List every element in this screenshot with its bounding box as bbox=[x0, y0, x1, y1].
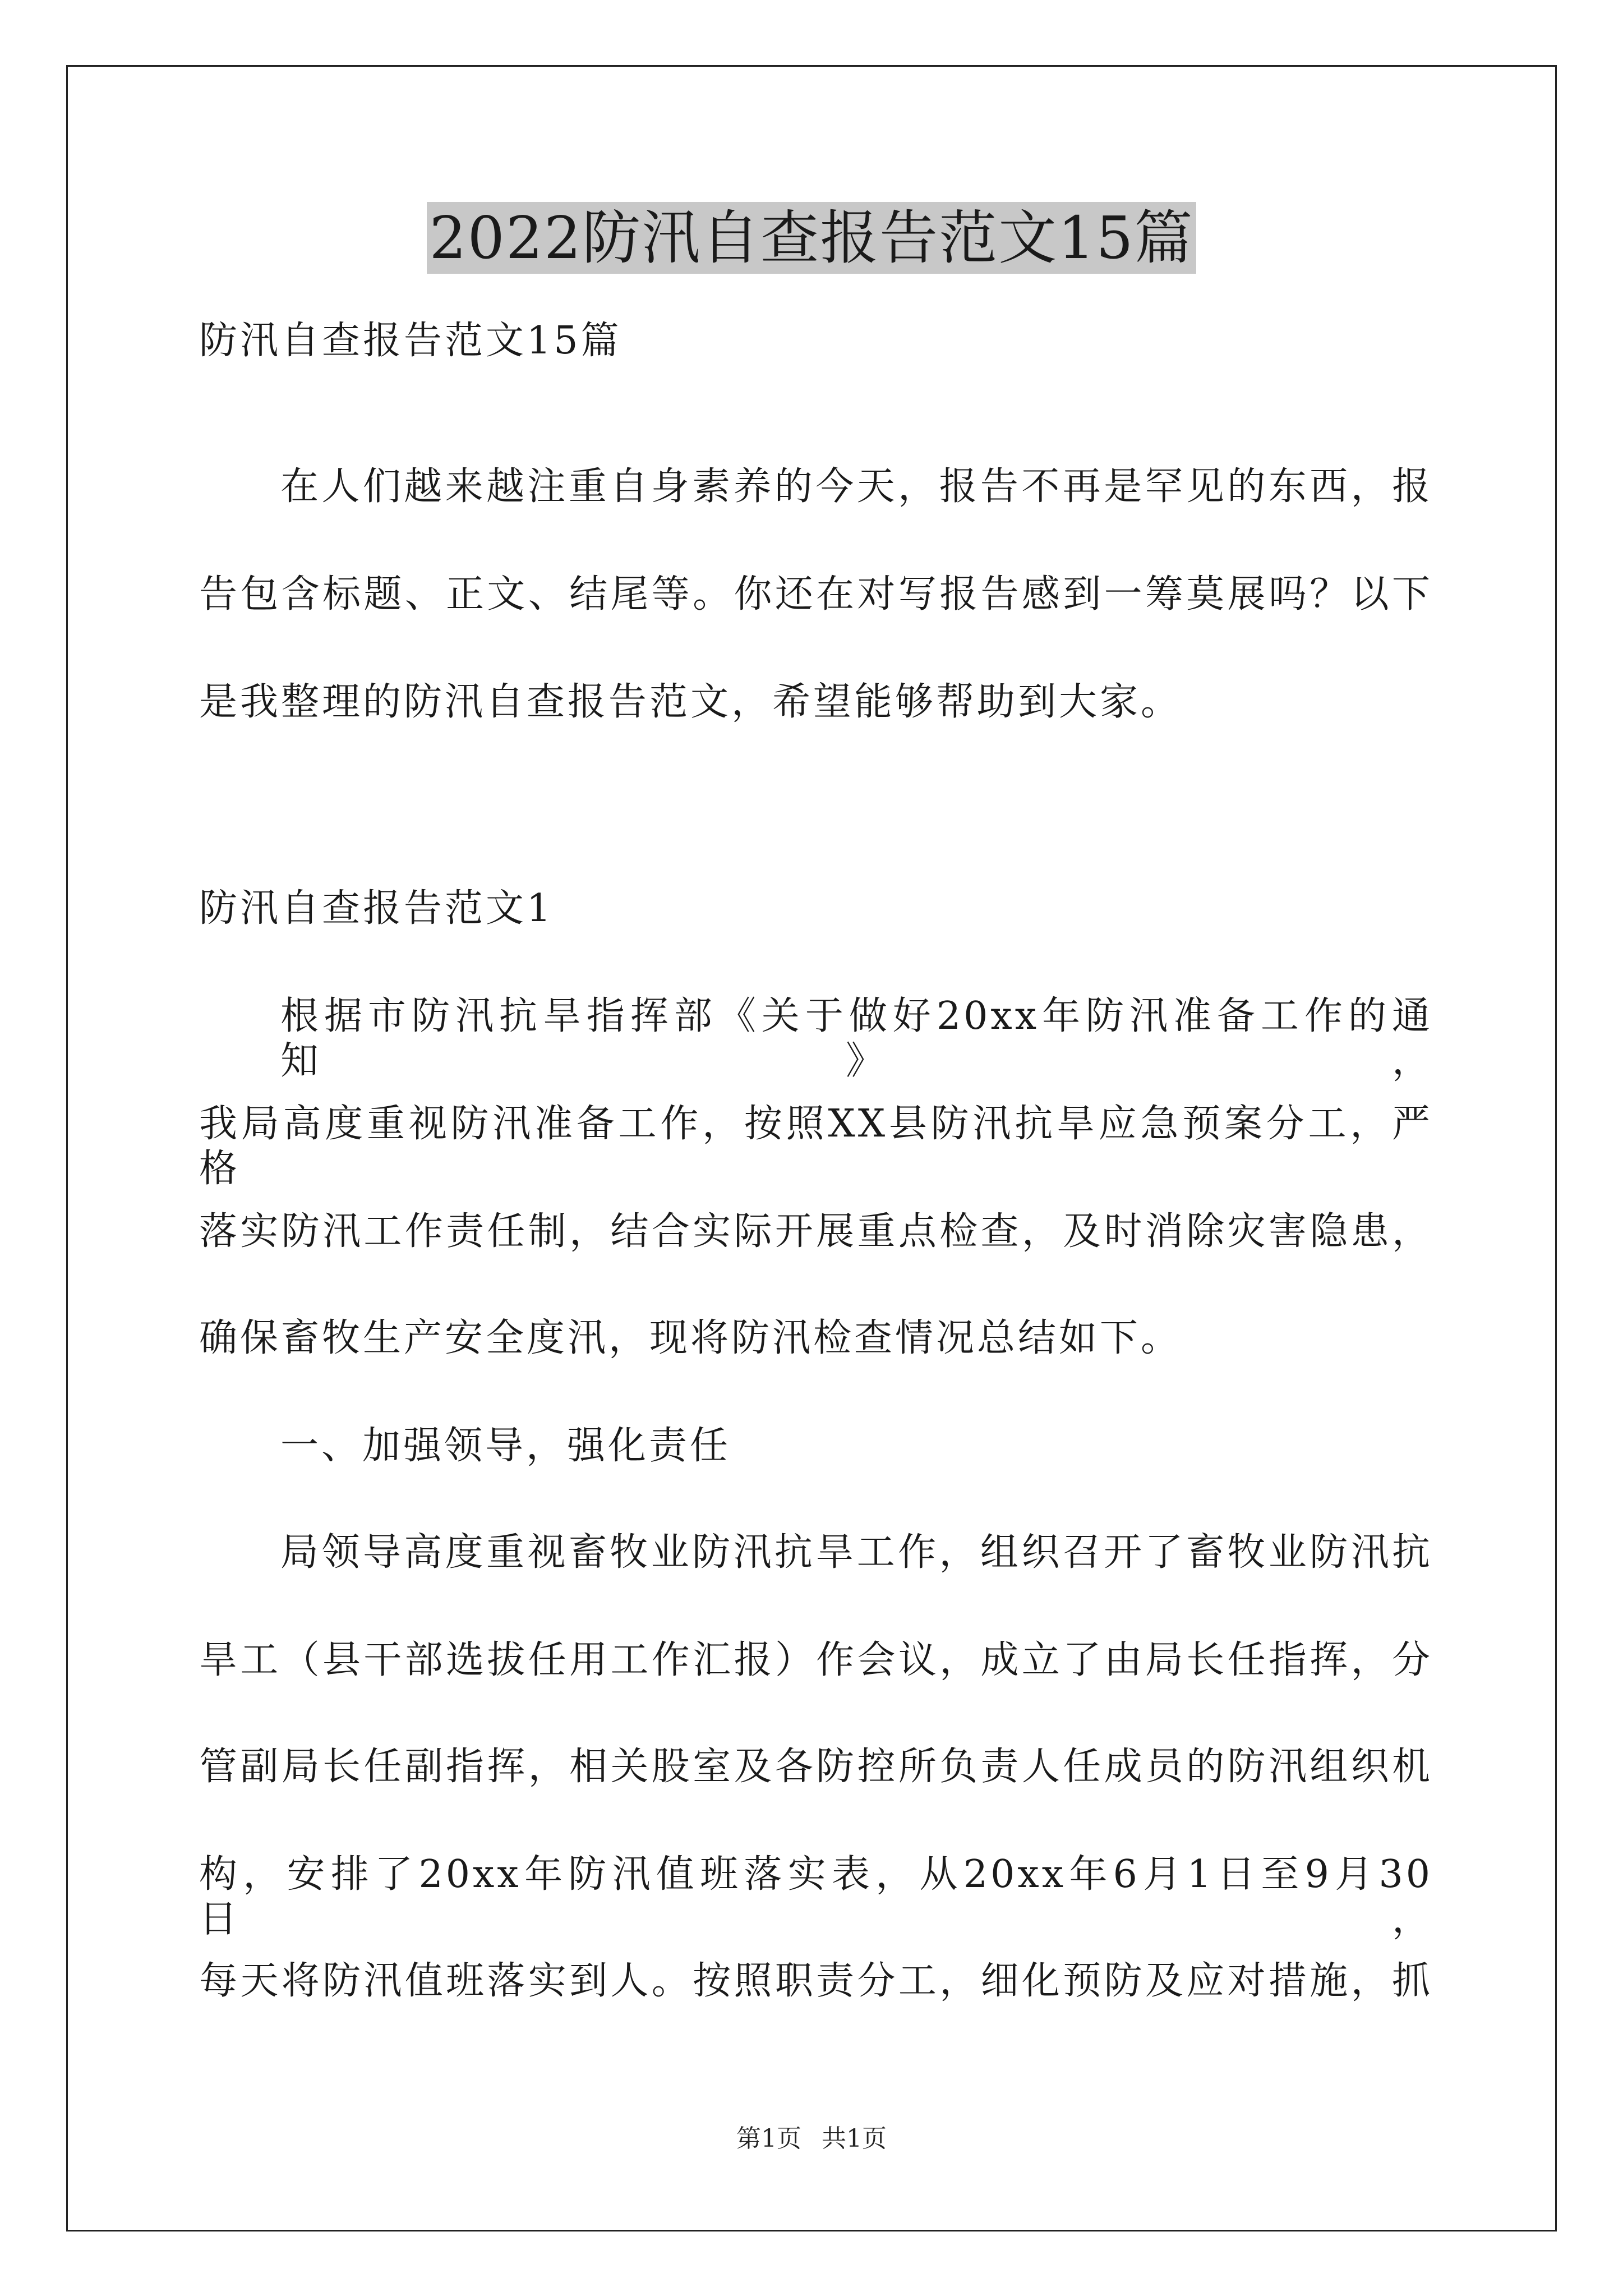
paragraph-line: 根据市防汛抗旱指挥部《关于做好20xx年防汛准备工作的通知》， bbox=[280, 994, 1433, 1083]
subsection-heading: 一、加强领导，强化责任 bbox=[280, 1424, 731, 1468]
paragraph-line: 落实防汛工作责任制，结合实际开展重点检查，及时消除灾害隐患， bbox=[199, 1209, 1433, 1254]
paragraph-line: 在人们越来越注重自身素养的今天，报告不再是罕见的东西，报 bbox=[280, 464, 1433, 509]
paragraph-line: 是我整理的防汛自查报告范文，希望能够帮助到大家。 bbox=[199, 680, 1182, 724]
document-title: 2022防汛自查报告范文15篇 bbox=[427, 202, 1196, 274]
section-heading: 防汛自查报告范文15篇 bbox=[199, 319, 622, 363]
section-heading: 防汛自查报告范文1 bbox=[199, 886, 554, 931]
title-container bbox=[0, 202, 1623, 274]
paragraph-line: 告包含标题、正文、结尾等。你还在对写报告感到一筹莫展吗？以下 bbox=[199, 572, 1433, 616]
paragraph-line: 管副局长任副指挥，相关股室及各防控所负责人任成员的防汛组织机 bbox=[199, 1745, 1433, 1789]
paragraph-line: 每天将防汛值班落实到人。按照职责分工，细化预防及应对措施，抓 bbox=[199, 1959, 1433, 2003]
paragraph-line: 局领导高度重视畜牧业防汛抗旱工作，组织召开了畜牧业防汛抗 bbox=[280, 1530, 1433, 1575]
paragraph-line: 确保畜牧生产安全度汛，现将防汛检查情况总结如下。 bbox=[199, 1316, 1182, 1360]
page-footer bbox=[0, 2123, 1623, 2155]
paragraph-line: 构，安排了20xx年防汛值班落实表，从20xx年6月1日至9月30日， bbox=[199, 1852, 1433, 1941]
page-total: 共1页 bbox=[822, 2124, 887, 2153]
paragraph-line: 旱工（县干部选拔任用工作汇报）作会议，成立了由局长任指挥，分 bbox=[199, 1638, 1433, 1682]
paragraph-line: 我局高度重视防汛准备工作，按照XX县防汛抗旱应急预案分工，严格 bbox=[199, 1102, 1433, 1191]
page-number: 第1页 bbox=[736, 2124, 801, 2153]
